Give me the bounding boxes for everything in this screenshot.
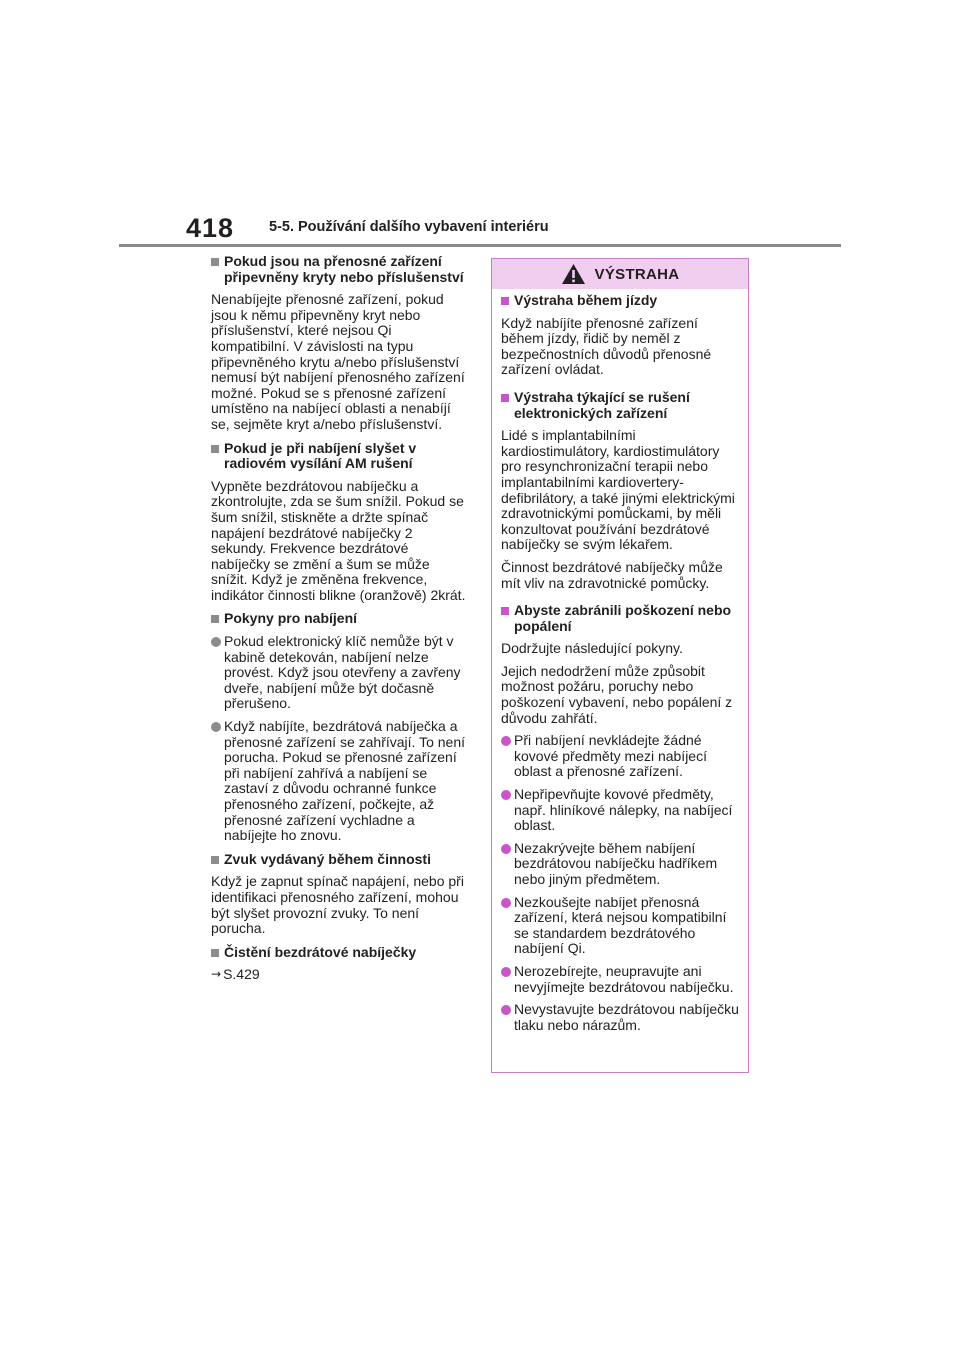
page-reference-link[interactable] — [211, 967, 469, 983]
paragraph: Dodržujte následující pokyny. — [501, 640, 683, 657]
paragraph: Lidé s implantabilními kardiostimulátory, kardiostimulátory pro resynchronizační terapii nebo implantabilními kardiovertery-defibrilátory, a také jinými elektrickými zdravotnickými pomůckami, by měli konzultovat používání bezdrátové nabíječky se svým lékařem. — [501, 427, 735, 553]
list-item-text: Nepřipevňujte kovové předměty, např. hliníkové nálepky, na nabíjecí oblast. — [514, 786, 733, 834]
square-bullet-icon — [211, 949, 219, 957]
list-item — [501, 733, 740, 780]
list-item-text: Nerozebírejte, neupravujte ani nevyjímejte bezdrátovou nabíječku. — [514, 962, 734, 995]
square-bullet-icon — [501, 297, 509, 305]
dot-bullet-icon — [501, 790, 511, 800]
left-column — [211, 254, 469, 983]
section-heading — [211, 254, 469, 285]
heading-text: Výstraha týkající se rušení elektronických zařízení — [514, 388, 690, 421]
list-item-text: Nezakrývejte během nabíjení bezdrátovou nabíječku hadříkem nebo jiným předmětem. — [514, 839, 718, 887]
paragraph: Když je zapnut spínač napájení, nebo při identifikaci přenosného zařízení, mohou být slyšet provozní zvuky. To není porucha. — [211, 873, 464, 937]
section-title: 5-5. Používání dalšího vybavení interiéru — [269, 219, 549, 235]
list-item — [211, 719, 469, 844]
paragraph: Jejich nedodržení může způsobit možnost požáru, poruchy nebo poškození vybavení, nebo popálení z důvodu zahřátí. — [501, 662, 733, 726]
dot-bullet-icon — [501, 844, 511, 854]
heading-text: Čistění bezdrátové nabíječky — [224, 943, 417, 960]
paragraph: Když nabíjíte přenosné zařízení během jízdy, řidič by neměl z bezpečnostních důvodů přenosné zařízení ovládat. — [501, 314, 712, 378]
arrow-right-icon: → — [211, 967, 222, 982]
list-item — [211, 634, 469, 712]
heading-text: Pokyny pro nabíjení — [224, 610, 358, 627]
warning-heading — [501, 603, 740, 634]
dot-bullet-icon — [501, 736, 511, 746]
warning-triangle-icon — [561, 263, 586, 285]
square-bullet-icon — [501, 394, 509, 402]
page-header — [0, 0, 960, 260]
dot-bullet-icon — [501, 898, 511, 908]
section-heading — [211, 945, 469, 961]
section-heading — [211, 852, 469, 868]
list-item — [501, 787, 740, 834]
warning-body — [492, 289, 748, 1033]
list-item-text: Nezkoušejte nabíjet přenosná zařízení, která nejsou kompatibilní se standardem bezdrátového nabíjení Qi. — [514, 893, 727, 957]
square-bullet-icon — [211, 258, 219, 266]
list-item-text: Při nabíjení nevkládejte žádné kovové předměty mezi nabíjecí oblast a přenosné zařízení. — [514, 732, 707, 780]
section-heading — [211, 611, 469, 627]
square-bullet-icon — [211, 445, 219, 453]
list-item — [501, 841, 740, 888]
warning-header — [492, 259, 748, 289]
warning-heading — [501, 390, 740, 421]
square-bullet-icon — [501, 607, 509, 615]
heading-text: Abyste zabránili poškození nebo popálení — [514, 602, 732, 634]
dot-bullet-icon — [501, 967, 511, 977]
paragraph: Nenabíjejte přenosné zařízení, pokud jsou k němu připevněny kryt nebo příslušenství, které nejsou Qi kompatibilní. V závislosti na typu připevněného krytu a/nebo příslušenství nemusí být nabíjení přenosného zařízení možné. Pokud se s přenosné zařízení umístěno na nabíjecí oblasti a nenabíjí se, sejměte kryt a/nebo příslušenství. — [211, 291, 465, 432]
page-reference-text: S.429 — [223, 966, 260, 983]
page-number: 418 — [186, 213, 235, 243]
paragraph: Vypněte bezdrátovou nabíječku a zkontrolujte, zda se šum snížil. Pokud se šum snížil, stiskněte a držte spínač napájení bezdrátové nabíječky 2 sekundy. Frekvence bezdrátové nabíječky se změní a šum se může snížit. Když je změněna frekvence, indikátor činnosti blikne (oranžově) 2krát. — [211, 477, 466, 603]
heading-text: Pokud je při nabíjení slyšet v radiovém vysílání AM rušení — [224, 439, 417, 472]
dot-bullet-icon — [211, 722, 221, 732]
warning-heading — [501, 293, 740, 309]
square-bullet-icon — [211, 856, 219, 864]
list-item — [501, 895, 740, 957]
dot-bullet-icon — [211, 637, 221, 647]
list-item-text: Když nabíjíte, bezdrátová nabíječka a přenosné zařízení se zahřívají. To není porucha. Pokud se přenosné zařízení při nabíjení zahřívá a nabíjení se zastaví z důvodu ochranné funkce přenosného zařízení, počkejte, až přenosné zařízení vychladne a nabíjejte ho znovu. — [224, 718, 465, 844]
list-item-text: Nevystavujte bezdrátovou nabíječku tlaku nebo nárazům. — [514, 1001, 739, 1033]
section-heading — [211, 441, 469, 472]
heading-text: Pokud jsou na přenosné zařízení připevněny kryty nebo příslušenství — [224, 253, 464, 285]
list-item — [501, 1002, 740, 1033]
heading-text: Zvuk vydávaný během činnosti — [224, 850, 431, 867]
list-item-text: Pokud elektronický klíč nemůže být v kabině detekován, nabíjení nelze provést. Když jsou otevřeny a zavřeny dveře, nabíjení může být dočasně přerušeno. — [224, 633, 461, 712]
dot-bullet-icon — [501, 1005, 511, 1015]
warning-title: VÝSTRAHA — [594, 265, 680, 283]
heading-text: Výstraha během jízdy — [514, 292, 658, 308]
paragraph: Činnost bezdrátové nabíječky může mít vliv na zdravotnické pomůcky. — [501, 558, 723, 591]
square-bullet-icon — [211, 615, 219, 623]
header-rule — [119, 244, 841, 247]
warning-box — [491, 258, 749, 1073]
list-item — [501, 964, 740, 995]
